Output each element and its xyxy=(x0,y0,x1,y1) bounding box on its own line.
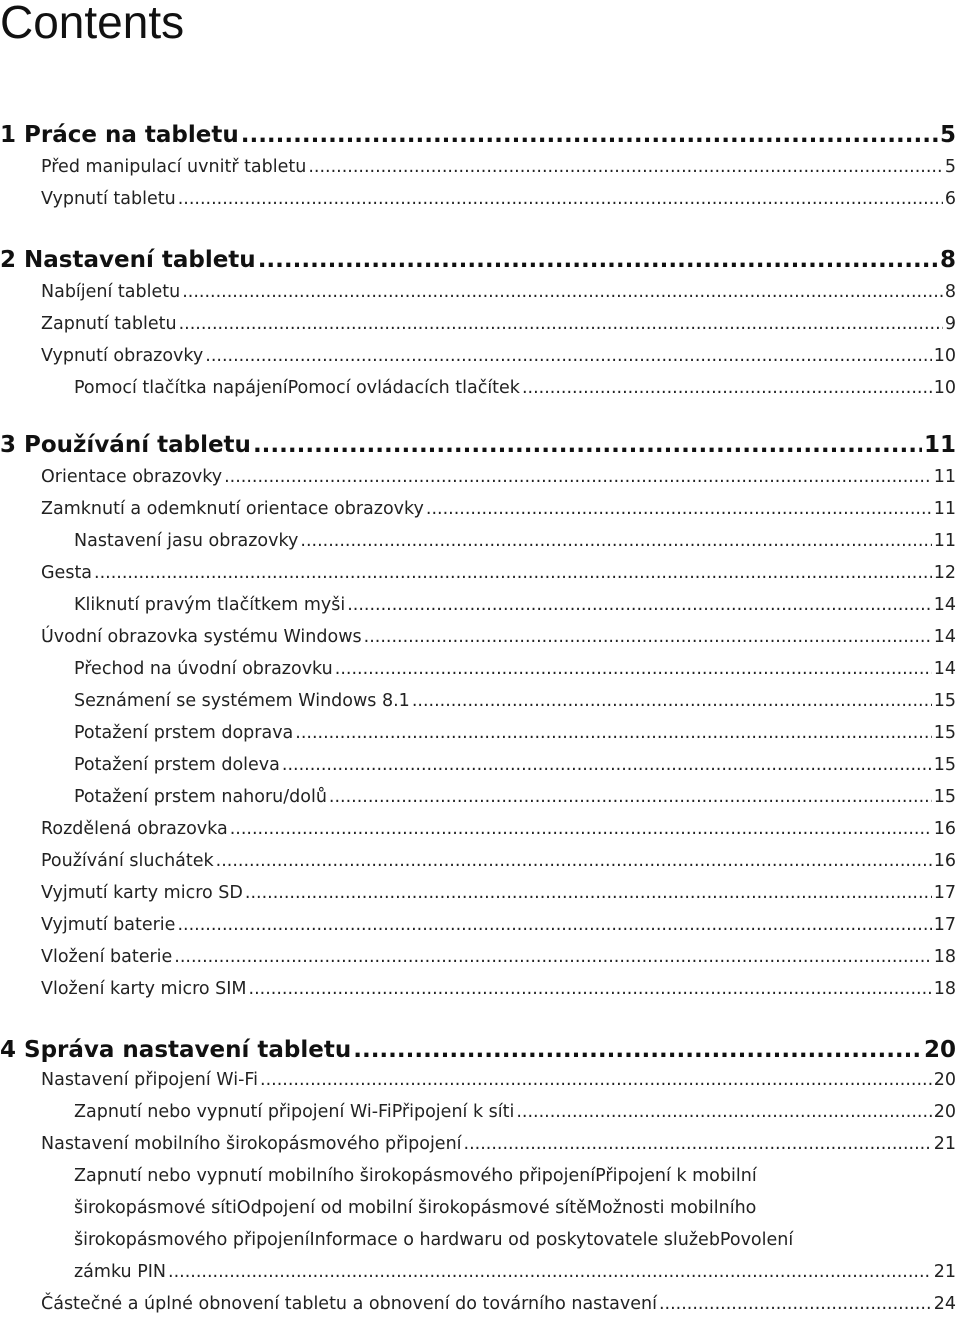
toc-dot-leader xyxy=(177,915,931,935)
toc-entry-title: Nastavení mobilního širokopásmového připojení xyxy=(41,1134,462,1154)
toc-entry-title-line[interactable]: Zapnutí nebo vypnutí mobilního širokopásmového připojeníPřipojení k mobilní xyxy=(74,1166,757,1186)
toc-entry-title: 4 Správa nastavení tabletu xyxy=(0,1037,352,1063)
toc-dot-leader xyxy=(230,819,932,839)
toc-entry[interactable] xyxy=(74,1102,956,1122)
toc-entry-title: Potažení prstem doleva xyxy=(74,755,280,775)
toc-dot-leader xyxy=(249,979,932,999)
toc-dot-leader xyxy=(347,595,932,615)
toc-entry-title-line[interactable]: širokopásmové sítiOdpojení od mobilní širokopásmové sítěMožnosti mobilního xyxy=(74,1198,757,1218)
toc-entry-title: Vložení baterie xyxy=(41,947,173,967)
toc-entry-title: Vyjmutí baterie xyxy=(41,915,176,935)
toc-page-number: 10 xyxy=(933,378,956,398)
toc-dot-leader xyxy=(258,247,938,273)
toc-entry[interactable] xyxy=(74,378,956,398)
toc-entry[interactable] xyxy=(41,314,956,334)
toc-page-number: 9 xyxy=(944,314,956,334)
toc-dot-leader xyxy=(245,883,932,903)
toc-page-number: 20 xyxy=(933,1070,956,1090)
toc-entry-title: Nastavení jasu obrazovky xyxy=(74,531,299,551)
toc-dot-leader xyxy=(94,563,932,583)
toc-entry[interactable] xyxy=(41,819,956,839)
toc-page-number: 21 xyxy=(933,1262,956,1282)
toc-entry-title: Používání sluchátek xyxy=(41,851,214,871)
toc-dot-leader xyxy=(329,787,932,807)
toc-page-number: 12 xyxy=(933,563,956,583)
toc-dot-leader xyxy=(364,627,932,647)
toc-entry-title: Potažení prstem doprava xyxy=(74,723,294,743)
toc-entry[interactable] xyxy=(74,787,956,807)
toc-entry[interactable] xyxy=(41,979,956,999)
toc-entry[interactable] xyxy=(74,595,956,615)
toc-page-number: 6 xyxy=(944,189,956,209)
toc-dot-leader xyxy=(516,1102,931,1122)
toc-page-number: 14 xyxy=(933,595,956,615)
toc-entry[interactable] xyxy=(41,563,956,583)
toc-dot-leader xyxy=(426,499,932,519)
toc-page-number: 11 xyxy=(933,467,956,487)
toc-page-number: 14 xyxy=(933,659,956,679)
toc-dot-leader xyxy=(241,122,938,148)
toc-entry-title: Zamknutí a odemknutí orientace obrazovky xyxy=(41,499,424,519)
toc-dot-leader xyxy=(224,467,932,487)
toc-dot-leader xyxy=(300,531,931,551)
toc-entry-title: Částečné a úplné obnovení tabletu a obnovení do továrního nastavení xyxy=(41,1294,657,1314)
toc-dot-leader xyxy=(179,314,943,334)
toc-entry-title: 3 Používání tabletu xyxy=(0,432,251,458)
toc-dot-leader xyxy=(216,851,932,871)
toc-entry[interactable] xyxy=(74,755,956,775)
toc-page-number: 11 xyxy=(933,499,956,519)
toc-entry-title: Vyjmutí karty micro SD xyxy=(41,883,243,903)
toc-page-number: 18 xyxy=(933,947,956,967)
toc-entry-title: Před manipulací uvnitř tabletu xyxy=(41,157,307,177)
toc-page-number: 17 xyxy=(933,915,956,935)
toc-entry-title: Přechod na úvodní obrazovku xyxy=(74,659,333,679)
toc-entry-title: Úvodní obrazovka systému Windows xyxy=(41,627,362,647)
toc-entry-title: Rozdělená obrazovka xyxy=(41,819,228,839)
toc-dot-leader xyxy=(282,755,932,775)
toc-entry[interactable] xyxy=(41,947,956,967)
toc-entry[interactable] xyxy=(41,1294,956,1314)
toc-dot-leader xyxy=(205,346,931,366)
toc-page-number: 18 xyxy=(933,979,956,999)
toc-page-number: 24 xyxy=(933,1294,956,1314)
toc-entry-title: Nastavení připojení Wi-Fi xyxy=(41,1070,259,1090)
toc-page-number: 11 xyxy=(923,432,956,458)
toc-entry-title: zámku PIN xyxy=(74,1262,167,1282)
toc-page-number: 17 xyxy=(933,883,956,903)
toc-entry-title: Potažení prstem nahoru/dolů xyxy=(74,787,327,807)
toc-dot-leader xyxy=(253,432,922,458)
toc-page-number: 11 xyxy=(933,531,956,551)
toc-dot-leader xyxy=(182,282,943,302)
toc-entry[interactable] xyxy=(41,627,956,647)
toc-page-number: 16 xyxy=(933,851,956,871)
toc-chapter-entry[interactable] xyxy=(0,1037,956,1063)
toc-entry-title: Nabíjení tabletu xyxy=(41,282,181,302)
toc-entry-title: 1 Práce na tabletu xyxy=(0,122,239,148)
toc-entry-title-line[interactable]: širokopásmového připojeníInformace o hardwaru od poskytovatele služebPovolení xyxy=(74,1230,794,1250)
toc-dot-leader xyxy=(412,691,932,711)
toc-entry[interactable] xyxy=(41,883,956,903)
toc-chapter-entry[interactable] xyxy=(0,432,956,458)
toc-page-number: 15 xyxy=(933,755,956,775)
toc-entry[interactable] xyxy=(74,531,956,551)
toc-page-number: 15 xyxy=(933,723,956,743)
toc-entry-title: Gesta xyxy=(41,563,93,583)
toc-entry-title: Vložení karty micro SIM xyxy=(41,979,247,999)
toc-entry-title: Kliknutí pravým tlačítkem myši xyxy=(74,595,346,615)
toc-entry-title: Zapnutí nebo vypnutí připojení Wi-FiPřipojení k síti xyxy=(74,1102,515,1122)
toc-dot-leader xyxy=(522,378,932,398)
toc-entry-title: Seznámení se systémem Windows 8.1 xyxy=(74,691,410,711)
toc-chapter-entry[interactable] xyxy=(0,247,956,273)
toc-page-number: 21 xyxy=(933,1134,956,1154)
toc-page-number: 8 xyxy=(944,282,956,302)
toc-page-number: 10 xyxy=(933,346,956,366)
toc-chapter-entry[interactable] xyxy=(0,122,956,148)
toc-entry-title: 2 Nastavení tabletu xyxy=(0,247,256,273)
toc-entry[interactable] xyxy=(41,851,956,871)
toc-page-number: 15 xyxy=(933,691,956,711)
toc-page-number: 16 xyxy=(933,819,956,839)
toc-entry[interactable] xyxy=(74,1262,956,1282)
toc-page-number: 5 xyxy=(944,157,956,177)
toc-entry[interactable] xyxy=(41,467,956,487)
toc-entry[interactable] xyxy=(41,1134,956,1154)
toc-entry[interactable] xyxy=(41,346,956,366)
toc-entry[interactable] xyxy=(41,499,956,519)
toc-dot-leader xyxy=(178,189,943,209)
toc-page-number: 8 xyxy=(939,247,956,273)
toc-entry-title: Vypnutí obrazovky xyxy=(41,346,204,366)
toc-page-number: 20 xyxy=(923,1037,956,1063)
toc-entry[interactable] xyxy=(41,157,956,177)
toc-dot-leader xyxy=(308,157,943,177)
toc-dot-leader xyxy=(260,1070,932,1090)
toc-entry[interactable] xyxy=(41,1070,956,1090)
toc-dot-leader xyxy=(353,1037,922,1063)
toc-page-number: 15 xyxy=(933,787,956,807)
toc-dot-leader xyxy=(174,947,931,967)
toc-entry-title: Zapnutí tabletu xyxy=(41,314,177,334)
toc-dot-leader xyxy=(335,659,932,679)
page-title: Contents xyxy=(0,0,185,48)
toc-entry-title: Pomocí tlačítka napájeníPomocí ovládacích tlačítek xyxy=(74,378,520,398)
toc-entry[interactable] xyxy=(74,659,956,679)
toc-entry[interactable] xyxy=(41,189,956,209)
toc-entry-title: Orientace obrazovky xyxy=(41,467,223,487)
toc-dot-leader xyxy=(168,1262,932,1282)
toc-dot-leader xyxy=(659,1294,932,1314)
toc-page-number: 5 xyxy=(939,122,956,148)
toc-entry[interactable] xyxy=(41,282,956,302)
toc-entry-title: Vypnutí tabletu xyxy=(41,189,176,209)
toc-entry[interactable] xyxy=(74,723,956,743)
toc-page-number: 14 xyxy=(933,627,956,647)
toc-dot-leader xyxy=(295,723,931,743)
toc-dot-leader xyxy=(464,1134,932,1154)
toc-entry[interactable] xyxy=(74,691,956,711)
toc-entry[interactable] xyxy=(41,915,956,935)
toc-page-number: 20 xyxy=(933,1102,956,1122)
